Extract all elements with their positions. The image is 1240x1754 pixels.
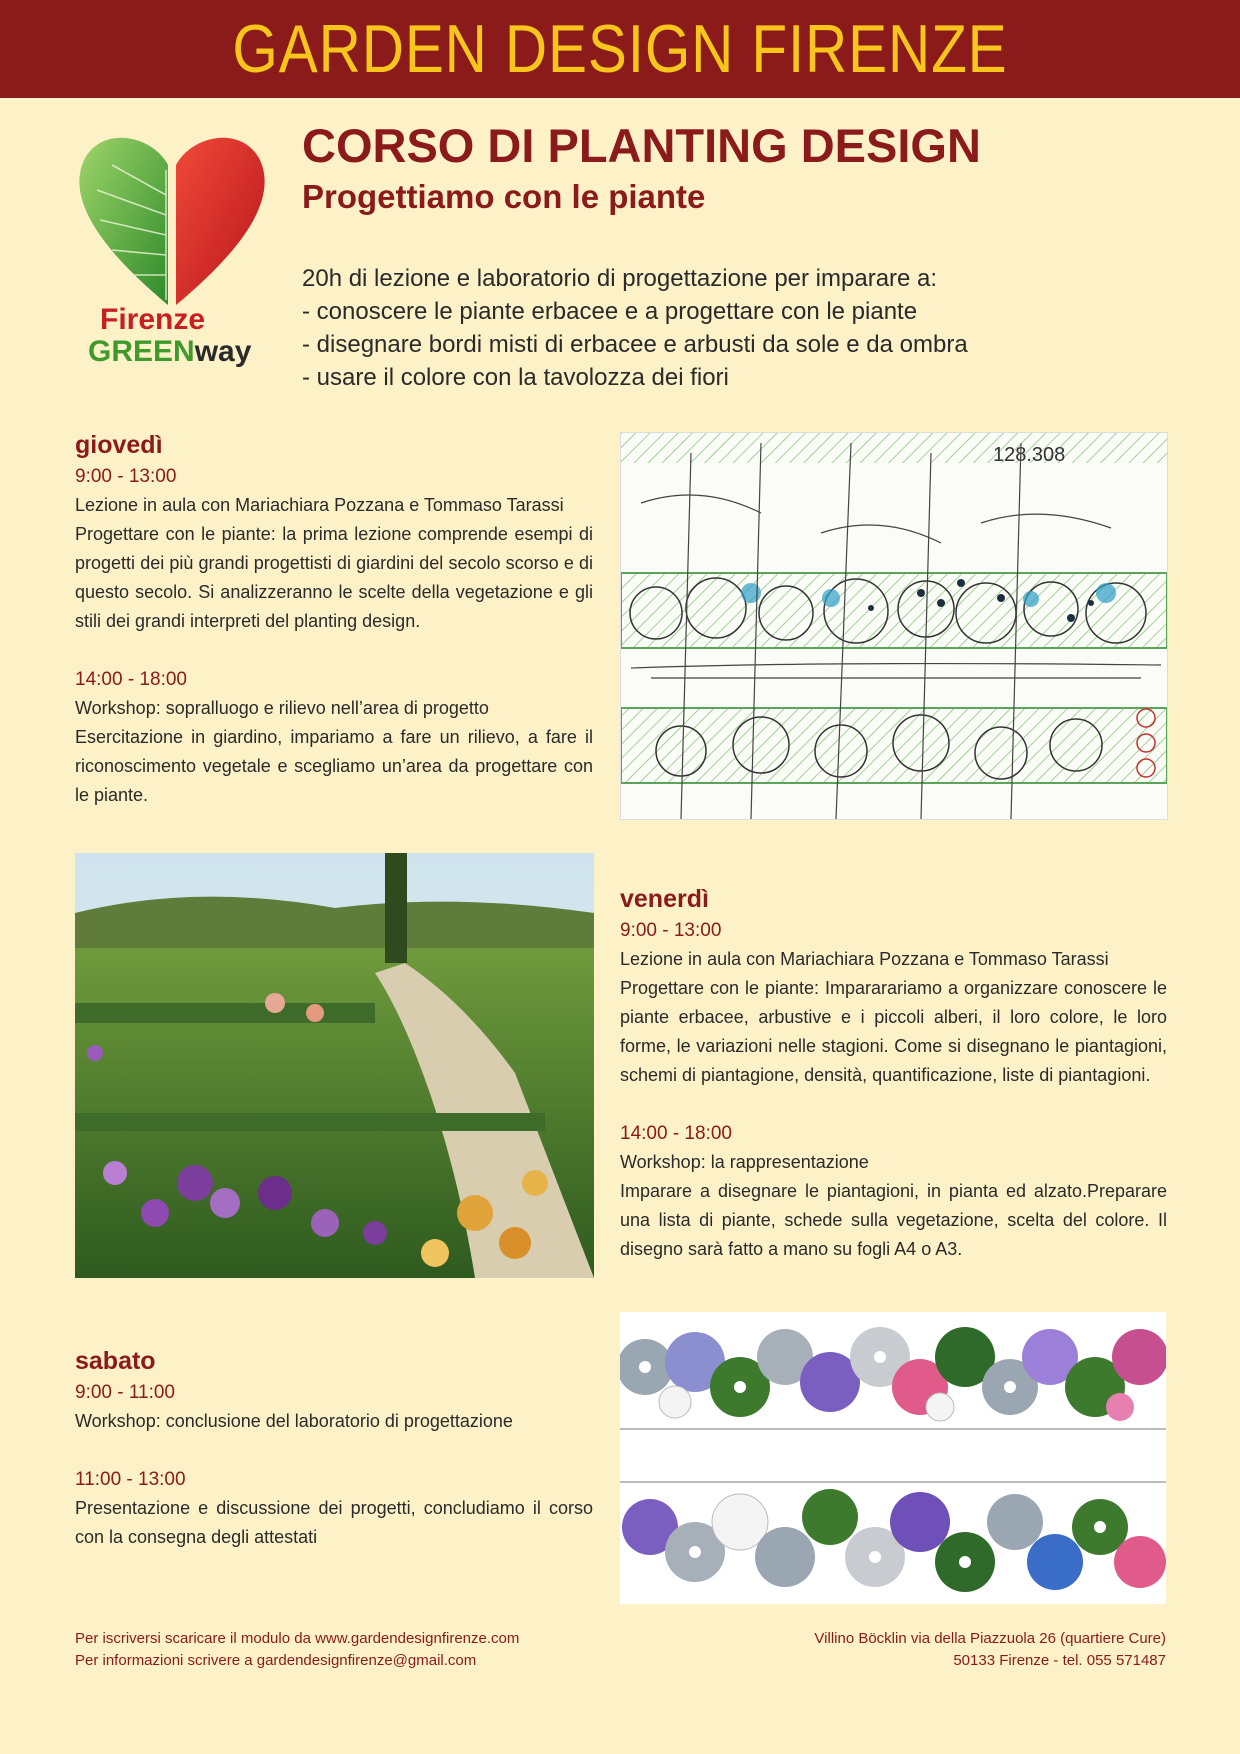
course-title: CORSO DI PLANTING DESIGN bbox=[302, 119, 981, 172]
time-slot: 14:00 - 18:00 bbox=[75, 669, 187, 690]
lesson-line: Lezione in aula con Mariachiara Pozzana e Tommaso Tarassi bbox=[620, 949, 1109, 969]
time-slot: 14:00 - 18:00 bbox=[620, 1123, 732, 1144]
intro-line: - disegnare bordi misti di erbacee e arbusti da sole e da ombra bbox=[302, 331, 968, 358]
lesson-description: Progettare con le piante: Impararariamo a organizzare conoscere le piante erbacee, arbustive e i piccoli alberi, il loro colore, le loro forme, le variazioni nelle stagioni. Come si disegnano le piantagioni, schemi di piantagione, densità, quantificazione, liste di piantagioni. bbox=[620, 978, 1167, 1085]
day-name: giovedì bbox=[75, 431, 163, 459]
day-name: venerdì bbox=[620, 885, 709, 913]
course-subtitle: Progettiamo con le piante bbox=[302, 178, 706, 215]
venue-address: Villino Böcklin via della Piazzuola 26 (quartiere Cure) bbox=[814, 1630, 1166, 1647]
venue-city-phone: 50133 Firenze - tel. 055 571487 bbox=[953, 1652, 1166, 1669]
time-slot: 9:00 - 13:00 bbox=[620, 920, 722, 941]
intro-line: - conoscere le piante erbacee e a progettare con le piante bbox=[302, 298, 918, 325]
workshop-description: Imparare a disegnare le piantagioni, in pianta ed alzato.Preparare una lista di piante, schede sulla vegetazione, scelta del colore. Il disegno sarà fatto a mano su fogli A4 o A3. bbox=[620, 1181, 1167, 1259]
planting-plan-drawing bbox=[620, 1312, 1166, 1604]
sketch-drawing bbox=[621, 433, 1167, 819]
time-slot: 9:00 - 13:00 bbox=[75, 466, 177, 487]
planting-sketch-image bbox=[620, 432, 1168, 820]
day-giovedi bbox=[75, 428, 593, 810]
lesson-line: Lezione in aula con Mariachiara Pozzana e Tommaso Tarassi bbox=[75, 495, 564, 515]
intro-line: 20h di lezione e laboratorio di progettazione per imparare a: bbox=[302, 265, 938, 292]
planting-plan-image bbox=[620, 1312, 1166, 1604]
workshop-line: Workshop: sopralluogo e rilievo nell’area di progetto bbox=[75, 698, 489, 718]
day-venerdi bbox=[620, 882, 1167, 1264]
workshop-line: Workshop: conclusione del laboratorio di progettazione bbox=[75, 1411, 513, 1431]
footer-left bbox=[75, 1628, 519, 1672]
workshop-description: Esercitazione in giardino, impariamo a fare un rilievo, a fare il riconoscimento vegetale e scegliamo un’area da progettare con le piante. bbox=[75, 727, 593, 805]
logo-text-greenway: GREENway bbox=[88, 335, 252, 368]
day-sabato bbox=[75, 1344, 593, 1552]
sketch-label: 128.308 bbox=[993, 444, 1066, 466]
footer-right bbox=[814, 1628, 1166, 1672]
lesson-description: Progettare con le piante: la prima lezione comprende esempi di progetti dei più grandi progettisti di giardini del secolo scorso e di questo secolo. Si analizzeranno le scelte della vegetazione e gli stili dei grandi interpreti del planting design. bbox=[75, 524, 593, 631]
garden-photo-drawing bbox=[75, 853, 594, 1278]
registration-link[interactable]: Per iscriversi scaricare il modulo da www.gardendesignfirenze.com bbox=[75, 1630, 520, 1647]
time-slot: 11:00 - 13:00 bbox=[75, 1469, 186, 1490]
time-slot: 9:00 - 11:00 bbox=[75, 1382, 176, 1403]
logo-text-firenze: Firenze bbox=[100, 303, 206, 336]
presentation-description: Presentazione e discussione dei progetti, concludiamo il corso con la consegna degli attestati bbox=[75, 1498, 593, 1547]
workshop-line: Workshop: la rappresentazione bbox=[620, 1152, 869, 1172]
page-title: GARDEN DESIGN FIRENZE bbox=[232, 11, 1008, 87]
header-banner bbox=[0, 0, 1240, 98]
intro-line: - usare il colore con la tavolozza dei fiori bbox=[302, 364, 729, 391]
day-name: sabato bbox=[75, 1347, 156, 1375]
course-intro bbox=[302, 262, 968, 394]
garden-photo bbox=[75, 853, 594, 1278]
info-email[interactable]: Per informazioni scrivere a gardendesignfirenze@gmail.com bbox=[75, 1652, 477, 1669]
